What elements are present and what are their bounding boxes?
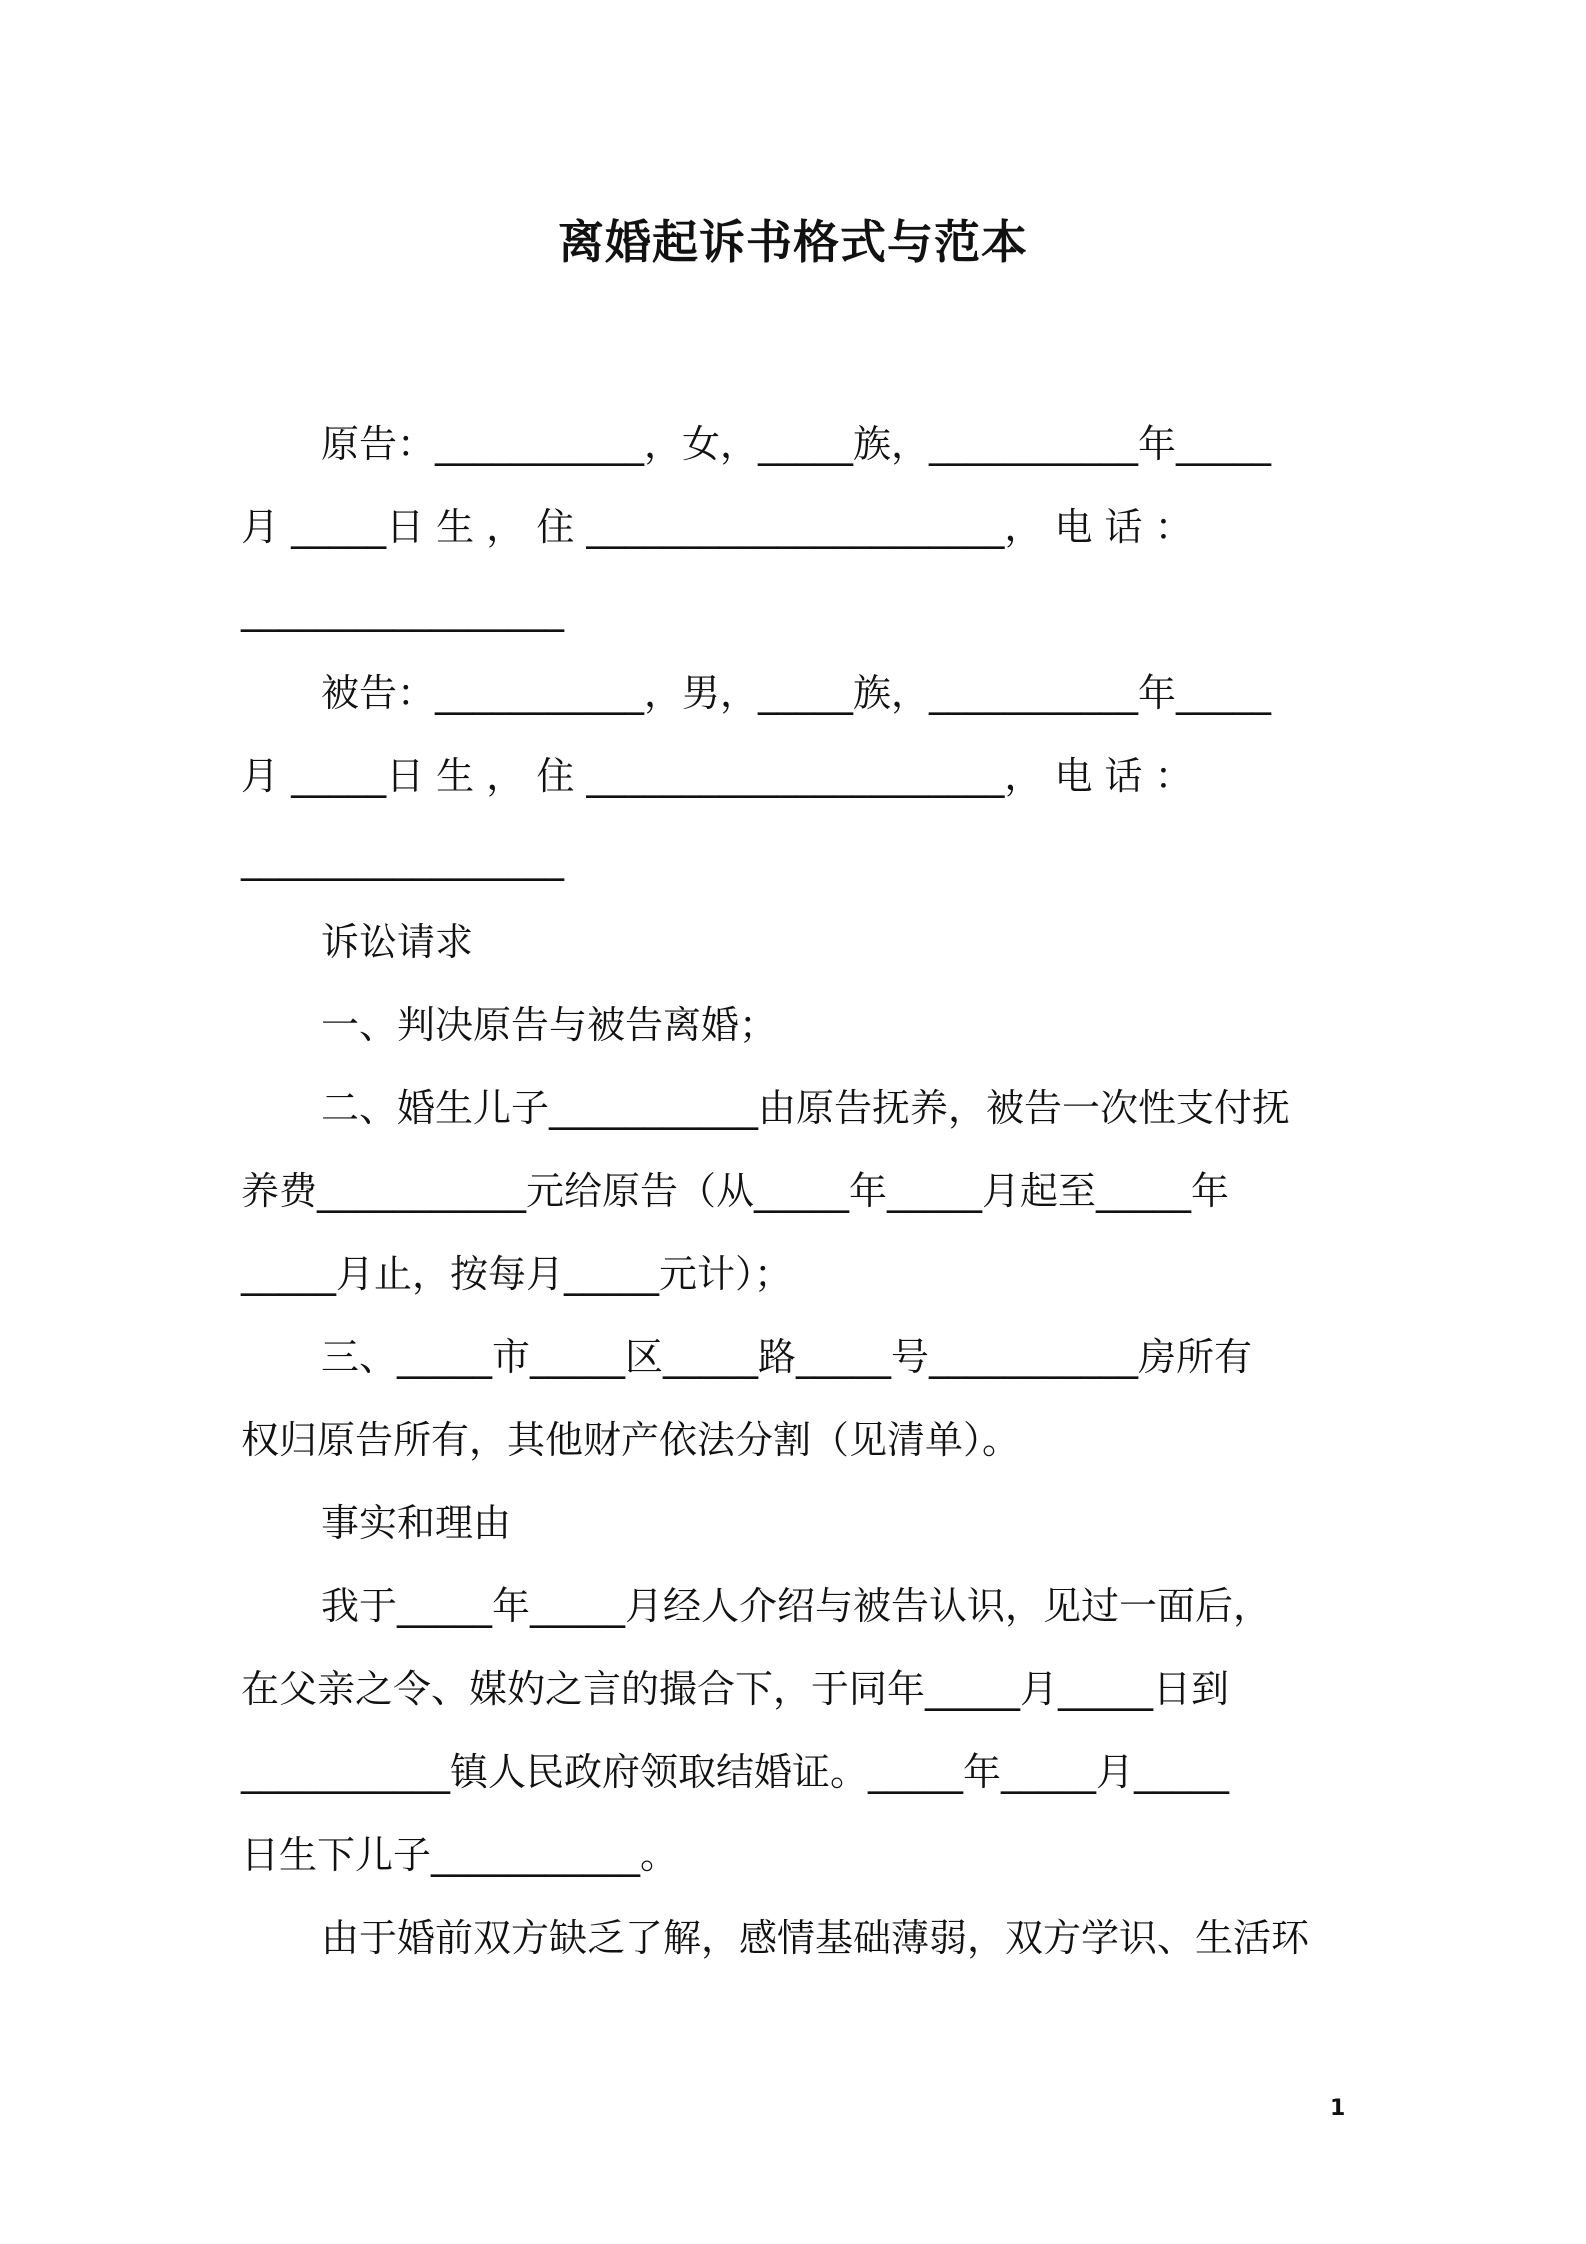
claim-3-line-1: 三、_____市_____区_____路_____号___________房所有 — [321, 1335, 1253, 1379]
claim-3-line-2: 权归原告所有，其他财产依法分割（见清单）。 — [241, 1418, 1021, 1462]
facts-paragraph-1-line-3: ___________镇人民政府领取结婚证。_____年_____月_____ — [241, 1750, 1230, 1794]
claim-2-line-1: 二、婚生儿子___________由原告抚养，被告一次性支付抚 — [321, 1086, 1291, 1130]
document-body — [241, 403, 1359, 1980]
section-heading-facts: 事实和理由 — [321, 1501, 512, 1545]
facts-paragraph-1-line-2: 在父亲之令、媒妁之言的撮合下，于同年_____月_____日到 — [241, 1667, 1230, 1711]
document-title: 离婚起诉书格式与范本 — [558, 215, 1028, 269]
claim-1: 一、判决原告与被告离婚； — [321, 1003, 778, 1047]
facts-paragraph-1-line-1: 我于_____年_____月经人介绍与被告认识，见过一面后， — [321, 1584, 1272, 1628]
facts-paragraph-1-line-4: 日生下儿子___________。 — [241, 1833, 679, 1877]
facts-paragraph-2-line-1: 由于婚前双方缺乏了解，感情基础薄弱，双方学识、生活环 — [321, 1916, 1310, 1960]
plaintiff-line-3: _________________ — [241, 588, 564, 632]
plaintiff-line-2: 月 _____日 生 ， 住 ______________________， 电 话 ： — [241, 505, 1193, 549]
section-heading-claims: 诉讼请求 — [321, 920, 474, 964]
page-number: 1 — [1330, 2096, 1346, 2121]
defendant-line-1: 被告：___________，男，_____族，___________年_____ — [321, 671, 1272, 715]
defendant-line-2: 月 _____日 生 ， 住 ______________________， 电 话 ： — [241, 754, 1193, 798]
claim-2-line-3: _____月止，按每月_____元计）； — [241, 1252, 793, 1296]
claim-2-line-2: 养费___________元给原告（从_____年_____月起至_____年 — [241, 1169, 1230, 1213]
defendant-line-3: _________________ — [241, 837, 564, 881]
plaintiff-line-1: 原告：___________，女，_____族，___________年_____ — [321, 422, 1272, 466]
